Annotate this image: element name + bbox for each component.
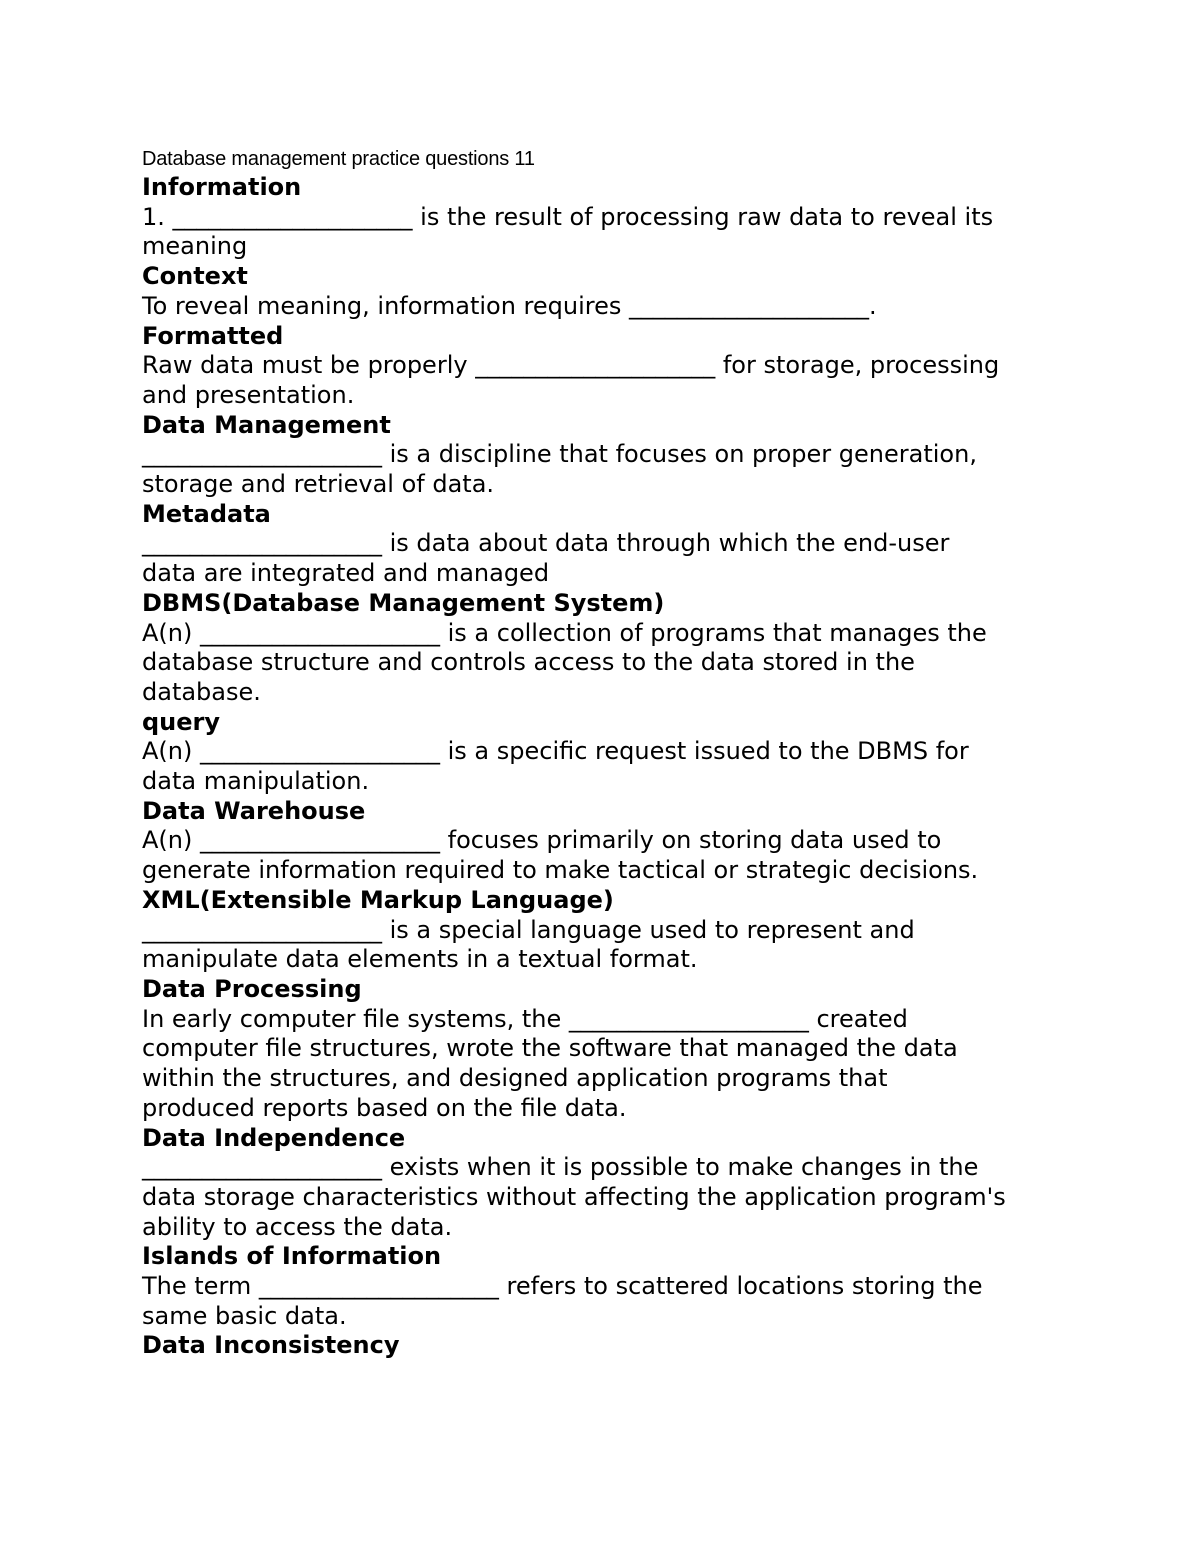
question-data-independence: ____________________ exists when it is possible to make changes in the data storage characteristics without affecting the application program's ability to access the data.	[142, 1153, 1006, 1241]
term-data-processing: Data Processing	[142, 974, 362, 1003]
question-formatted: Raw data must be properly ____________________ for storage, processing and presentation.	[142, 351, 1000, 409]
question-data-management: ____________________ is a discipline that focuses on proper generation, storage and retrieval of data.	[142, 440, 977, 499]
term-xml: XML(Extensible Markup Language)	[142, 885, 614, 914]
question-context: To reveal meaning, information requires ____________________.	[142, 291, 877, 320]
question-query: A(n) ____________________ is a specific request issued to the DBMS for data manipulation.	[142, 737, 969, 796]
term-data-warehouse: Data Warehouse	[142, 796, 366, 825]
term-data-inconsistency: Data Inconsistency	[142, 1331, 400, 1360]
term-context: Context	[142, 262, 248, 291]
term-data-management: Data Management	[142, 410, 391, 439]
question-metadata: ____________________ is data about data through which the end-user data are integrated and managed	[142, 529, 950, 588]
term-information: Information	[142, 173, 302, 201]
term-data-independence: Data Independence	[142, 1123, 406, 1152]
question-xml: ____________________ is a special language used to represent and manipulate data elements in a textual format.	[142, 915, 915, 974]
term-dbms: DBMS(Database Management System)	[142, 588, 665, 617]
question-information: 1. ____________________ is the result of processing raw data to reveal its meaning	[142, 202, 994, 261]
document-title: Database management practice questions 11	[142, 148, 535, 170]
question-dbms: A(n) ____________________ is a collection of programs that manages the database structure and controls access to the data stored in the database.	[142, 618, 987, 706]
term-metadata: Metadata	[142, 499, 271, 528]
term-formatted: Formatted	[142, 321, 284, 350]
document-page	[142, 143, 1072, 1361]
question-data-warehouse: A(n) ____________________ focuses primarily on storing data used to generate information required to make tactical or strategic decisions.	[142, 826, 979, 885]
question-data-processing: In early computer file systems, the ____________________ created computer file structures, wrote the software that managed the data within the structures, and designed application programs that produced reports based on the file data.	[142, 1004, 958, 1122]
question-islands-of-information: The term ____________________ refers to scattered locations storing the same basic data.	[142, 1272, 983, 1330]
term-islands-of-information: Islands of Information	[142, 1242, 442, 1271]
term-query: query	[142, 707, 221, 736]
